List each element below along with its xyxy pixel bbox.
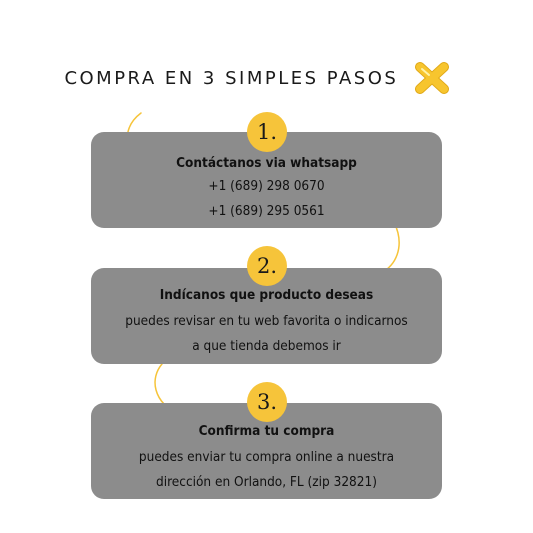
- title-text: COMPRA EN 3 SIMPLES PASOS: [64, 67, 399, 89]
- step-2-line-2: a que tienda debemos ir: [192, 338, 341, 354]
- step-1-badge: 1.: [247, 112, 287, 152]
- step-2-heading: Indícanos que producto deseas: [159, 287, 374, 303]
- step-3-line-1: puedes enviar tu compra online a nuestra: [138, 449, 395, 465]
- step-3-badge: 3.: [247, 382, 287, 422]
- step-2-badge: 2.: [247, 246, 287, 286]
- step-1-phone-1: +1 (689) 298 0670: [208, 178, 325, 194]
- step-3-heading: Confirma tu compra: [198, 423, 335, 439]
- step-1-phone-2: +1 (689) 295 0561: [208, 203, 325, 219]
- step-3-line-2: dirección en Orlando, FL (zip 32821): [156, 474, 377, 490]
- step-1-heading: Contáctanos via whatsapp: [176, 155, 357, 171]
- step-2-line-1: puedes revisar en tu web favorita o indicarnos: [125, 313, 408, 329]
